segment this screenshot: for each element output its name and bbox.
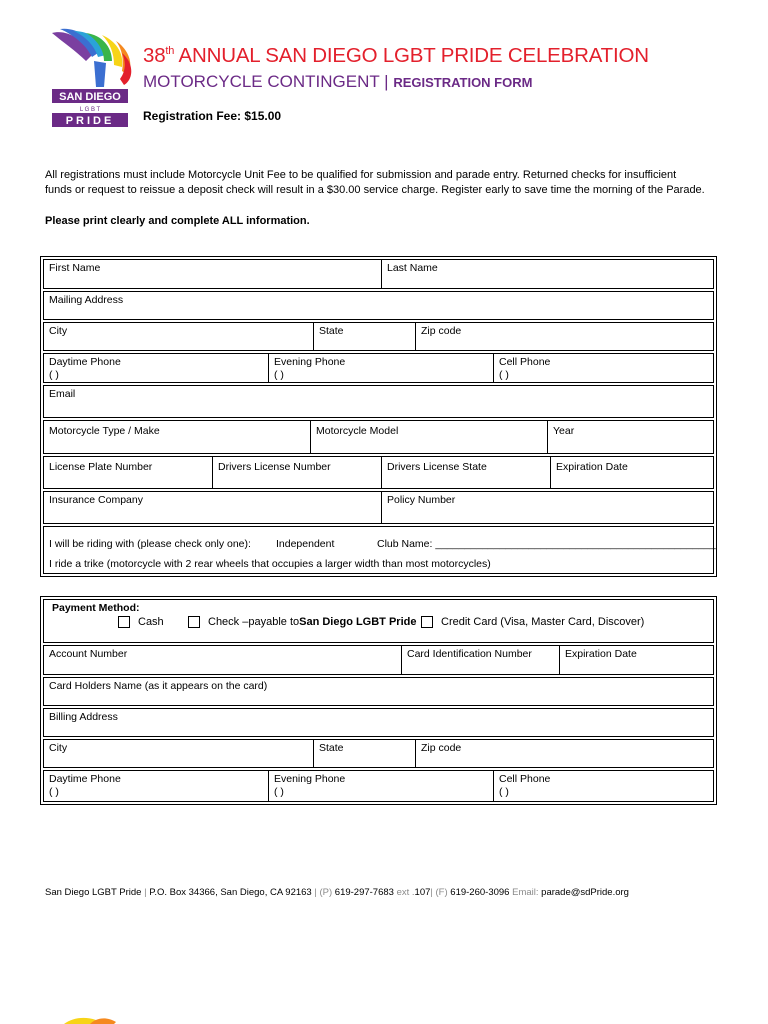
registration-fee: Registration Fee: $15.00: [143, 109, 282, 123]
payment-method-label: Payment Method:: [52, 602, 140, 614]
riding-with-label: I will be riding with (please check only one):: [49, 538, 251, 550]
riding-options: [43, 526, 714, 574]
billing-evening-phone-field[interactable]: Evening Phone ( ): [269, 771, 494, 801]
last-name-field[interactable]: Last Name: [387, 262, 438, 274]
card-expiration-field[interactable]: Expiration Date: [565, 648, 637, 660]
credit-card-checkbox[interactable]: [421, 616, 433, 628]
check-option[interactable]: Check –payable to San Diego LGBT Pride: [188, 616, 416, 628]
year-field[interactable]: Year: [553, 425, 575, 437]
billing-daytime-phone-field[interactable]: Daytime Phone ( ): [44, 771, 269, 801]
email-field[interactable]: Email: [49, 388, 76, 400]
expiration-date-field[interactable]: Expiration Date: [556, 461, 628, 473]
svg-text:SAN DIEGO: SAN DIEGO: [59, 91, 121, 103]
svg-text:PRIDE: PRIDE: [65, 115, 115, 127]
motorcycle-model-field[interactable]: Motorcycle Model: [311, 421, 548, 453]
evening-phone-field[interactable]: Evening Phone ( ): [269, 354, 494, 382]
trike-option[interactable]: I ride a trike (motorcycle with 2 rear wheels that occupies a larger width than most motorcycles): [49, 558, 491, 570]
page-title: 38th ANNUAL SAN DIEGO LGBT PRIDE CELEBRATION: [143, 44, 649, 67]
daytime-phone-field[interactable]: Daytime Phone ( ): [44, 354, 269, 382]
account-number-field[interactable]: Account Number: [44, 646, 402, 674]
footer-contact: San Diego LGBT Pride | P.O. Box 34366, San Diego, CA 92163 | (P) 619-297-7683 ext .107| (F) 619-260-3096 Email: parade@sdPride.org: [45, 887, 629, 898]
page-subtitle: MOTORCYCLE CONTINGENT | REGISTRATION FORM: [143, 72, 533, 91]
svg-text:L G B T: L G B T: [79, 107, 101, 113]
credit-card-option[interactable]: Credit Card (Visa, Master Card, Discover): [421, 616, 644, 628]
policy-number-field[interactable]: Policy Number: [387, 494, 456, 506]
cash-checkbox[interactable]: [118, 616, 130, 628]
billing-state-field[interactable]: State: [314, 740, 416, 767]
registrant-form: [40, 256, 717, 577]
first-name-field[interactable]: First Name: [44, 260, 382, 288]
card-holder-name-field[interactable]: Card Holders Name (as it appears on the card): [49, 680, 268, 692]
license-plate-field[interactable]: License Plate Number: [44, 457, 213, 488]
san-diego-pride-logo: [46, 27, 134, 130]
cash-option[interactable]: Cash: [118, 616, 164, 628]
card-id-field[interactable]: Card Identification Number: [402, 646, 560, 674]
notice-text: Please print clearly and complete ALL information.: [45, 215, 310, 227]
next-page-logo-fragment: [44, 1016, 124, 1024]
intro-text: All registrations must include Motorcycle Unit Fee to be qualified for submission and parade entry. Returned checks for insufficient funds or request to reissue a deposit check will result in a $30.00 service charge. Register early to save time the morning of the Parade.: [45, 169, 705, 196]
independent-option[interactable]: Independent: [276, 538, 335, 550]
billing-cell-phone-field[interactable]: Cell Phone ( ): [499, 773, 551, 798]
motorcycle-type-field[interactable]: Motorcycle Type / Make: [44, 421, 311, 453]
drivers-license-state-field[interactable]: Drivers License State: [382, 457, 551, 488]
cell-phone-field[interactable]: Cell Phone ( ): [499, 356, 551, 381]
drivers-license-number-field[interactable]: Drivers License Number: [213, 457, 382, 488]
payment-method-row: [43, 599, 714, 643]
billing-zip-field[interactable]: Zip code: [421, 742, 462, 754]
insurance-company-field[interactable]: Insurance Company: [44, 492, 382, 523]
city-field[interactable]: City: [44, 323, 314, 350]
zip-field[interactable]: Zip code: [421, 325, 462, 337]
footer-email-link[interactable]: parade@sdPride.org: [541, 887, 629, 898]
check-checkbox[interactable]: [188, 616, 200, 628]
club-name-field[interactable]: Club Name: ________________________________________________: [377, 538, 716, 550]
mailing-address-field[interactable]: Mailing Address: [49, 294, 124, 306]
payment-form: [40, 596, 717, 805]
state-field[interactable]: State: [314, 323, 416, 350]
billing-address-field[interactable]: Billing Address: [49, 711, 118, 723]
billing-city-field[interactable]: City: [44, 740, 314, 767]
